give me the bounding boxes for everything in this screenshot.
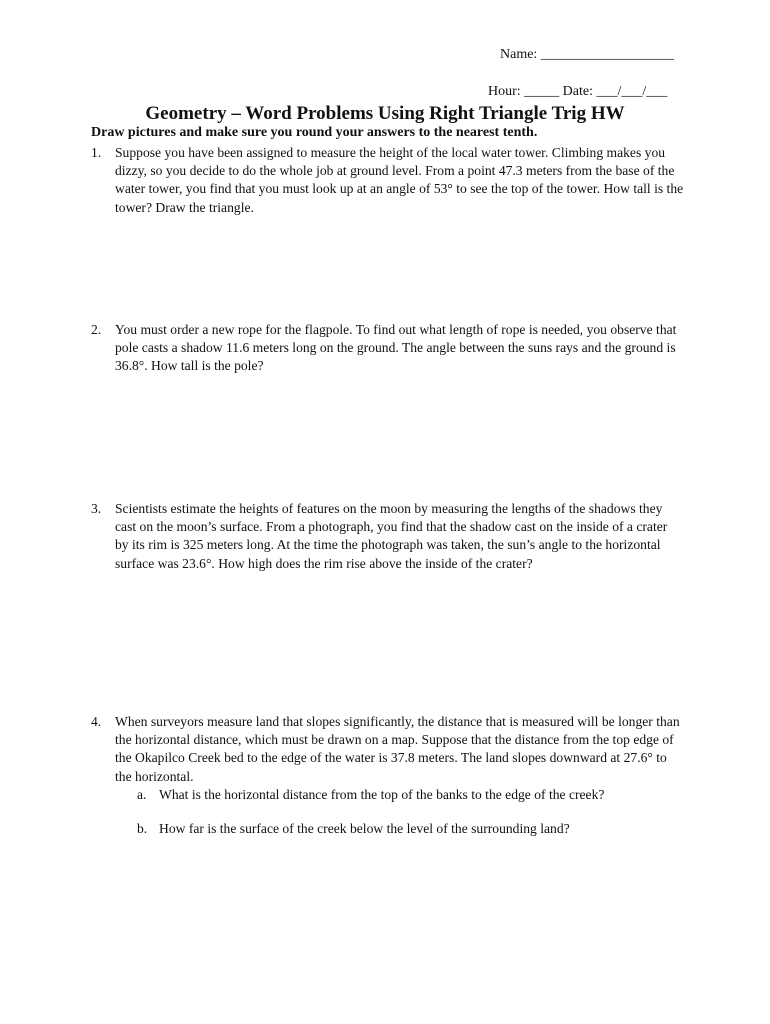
part-text: How far is the surface of the creek below the level of the surrounding land? <box>159 821 570 836</box>
problem-4 <box>91 713 683 786</box>
hour-date-field-label: Hour: _____ Date: ___/___/___ <box>488 84 668 99</box>
problem-text: When surveyors measure land that slopes significantly, the distance that is measured will be longer than the horizontal distance, which must be drawn on a map. Suppose that the distance from the top edge of the Okapilco Creek bed to the edge of the water is 37.8 meters. The land slopes downward at 27.6° to the horizontal. <box>115 714 680 784</box>
problem-number: 3. <box>91 501 102 516</box>
part-text: What is the horizontal distance from the top of the banks to the edge of the creek? <box>159 787 605 802</box>
problem-2 <box>91 321 681 376</box>
problem-number: 4. <box>91 714 102 729</box>
problem-text: You must order a new rope for the flagpole. To find out what length of rope is needed, you observe that pole casts a shadow 11.6 meters long on the ground. The angle between the suns rays and the ground is 36.8°. How tall is the pole? <box>115 322 677 374</box>
problem-3 <box>91 500 683 573</box>
problem-text: Suppose you have been assigned to measure the height of the local water tower. Climbing makes you dizzy, so you decide to do the whole job at ground level. From a point 47.3 meters from the base of the water tower, you find that you must look up at an angle of 53° to see the top of the tower. How tall is the tower? Draw the triangle. <box>115 145 684 215</box>
worksheet-title: Geometry – Word Problems Using Right Triangle Trig HW <box>145 103 625 124</box>
instructions: Draw pictures and make sure you round your answers to the nearest tenth. <box>91 125 538 140</box>
part-letter: b. <box>137 821 148 836</box>
name-field-label: Name: ___________________ <box>500 47 674 62</box>
problem-number: 1. <box>91 145 102 160</box>
problem-number: 2. <box>91 322 102 337</box>
part-letter: a. <box>137 787 147 802</box>
problem-text: Scientists estimate the heights of features on the moon by measuring the lengths of the shadows they cast on the moon’s surface. From a photograph, you find that the shadow cast on the inside of a crater by its rim is 325 meters long. At the time the photograph was taken, the sun’s angle to the horizontal surface was 23.6°. How high does the rim rise above the inside of the crater? <box>115 501 668 571</box>
problem-1 <box>91 144 689 217</box>
